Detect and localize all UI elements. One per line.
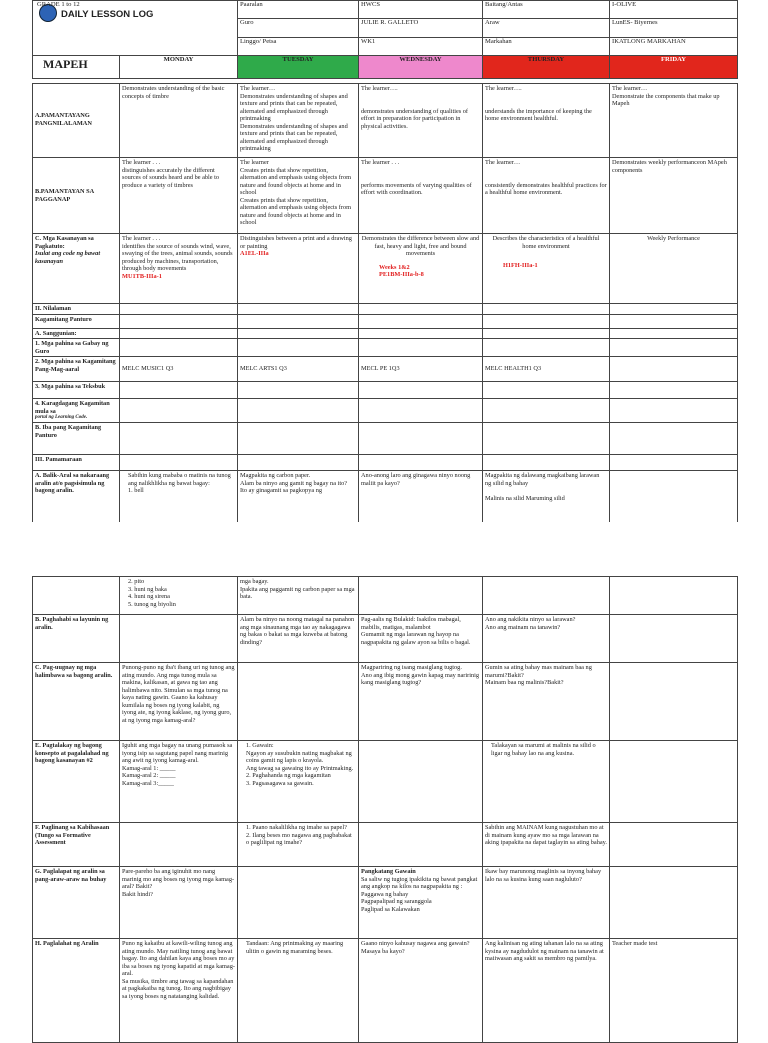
row-label: C. Pag-uugnay ng mga halimbawa sa bagong aralin. <box>33 663 120 741</box>
cell-wednesday: Pangkatang Gawain Sa saliw ng tugtog ipakikita ng bawat pangkat ang angkop na kilos na nagpapakita ng : Paggawa ng bahay Pagpapalipad ng saranggola Paglipad sa Kalawakan <box>359 867 483 939</box>
cell-wednesday: Ano-anong laro ang ginagawa ninyo noong maliit pa kayo? <box>359 471 483 529</box>
field-value: WK1 <box>359 38 483 56</box>
cell-tuesday: Alam ba ninyo na noong matagal na panahon ang mga sinaunang mga tao ay nakagagawa ng bakas o bakat sa mga kuweba at batong dinding? <box>238 615 359 663</box>
table-row <box>33 382 738 399</box>
row-label: Kagamitang Panturo <box>33 314 120 328</box>
field-value: LunES- Biyernes <box>610 18 738 38</box>
field-label: Paaralan <box>238 1 359 19</box>
table-row <box>33 339 738 357</box>
row-label: B.PAMANTAYAN SA PAGGANAP <box>33 158 120 234</box>
table-row <box>33 234 738 304</box>
cell-thursday: The learner… consistently demonstrates healthful practices for a healthful home environment. <box>483 158 610 234</box>
cell-tuesday: mga bagay. Ipakita ang paggamit ng carbon paper sa mga bata. <box>238 577 359 615</box>
table-row <box>33 304 738 315</box>
row-label: G. Paglalapat ng aralin sa pang-araw-araw na buhay <box>33 867 120 939</box>
table-row <box>33 741 738 823</box>
row-label: B. Paghahabi sa layunin ng aralin. <box>33 615 120 663</box>
subject-label: MAPEH <box>43 56 88 71</box>
cell-monday: 2. pito 3. huni ng baka 4. huni ng sirena 5. tunog ng biyolin <box>120 577 238 615</box>
cell-thursday: Ang kalinisan ng ating tahanan lalo na sa ating kysina ay nagdudulot ng mainam na tanawin at maiiwasan ang sakit sa membro ng pamilya. <box>483 939 610 1043</box>
table-row <box>33 423 738 455</box>
competency-code: A1EL-IIIa <box>240 250 269 258</box>
field-label: Linggo/ Petsa <box>238 38 359 56</box>
day-monday: MONDAY <box>120 55 238 78</box>
cell-tuesday: Distinguishes between a print and a drawing or painting A1EL-IIIa <box>238 234 359 304</box>
row-label: B. Iba pang Kagamitang Panturo <box>33 423 120 455</box>
table-row <box>33 471 738 529</box>
day-wednesday: WEDNESDAY <box>359 55 483 78</box>
cell-monday: Iguhit ang mga bagay na unang pumasok sa iyong isip sa sagutang papel nang marinig ang awit ng iyong kamag-aral. Kamag-aral 1: _____ Kamag-aral 2: _____ Kamag-aral 3:_____ <box>120 741 238 823</box>
page-title: DAILY LESSON LOG <box>61 9 154 20</box>
cell-wednesday: MECL PE 1Q3 <box>359 357 483 382</box>
cell-tuesday: Magpakita ng carbon paper. Alam ba ninyo ang gamit ng bagay na ito? Ito ay ginagamit sa pagkopya ng <box>238 471 359 529</box>
cell-friday: Teacher made test <box>610 939 738 1043</box>
cell-thursday: MELC HEALTH1 Q3 <box>483 357 610 382</box>
page-gap <box>0 522 768 576</box>
field-value: HWCS <box>359 1 483 19</box>
row-label: III. Pamamaraan <box>33 455 120 471</box>
row-label: A. Balik-Aral sa nakaraang aralin at/o pagsisimula ng bagong aralin. <box>33 471 120 529</box>
table-row <box>33 939 738 1043</box>
cell-tuesday: MELC ARTS1 Q3 <box>238 357 359 382</box>
row-label: A. Sanggunian: <box>33 328 120 339</box>
table-row <box>33 823 738 867</box>
table-row <box>33 399 738 423</box>
table-row <box>33 357 738 382</box>
row-label: 2. Mga pahina sa Kagamitang Pang-Mag-aaral <box>33 357 120 382</box>
row-label: C. Mga Kasanayan sa Pagkatuto: <box>35 235 94 250</box>
cell-monday: The learner . . . distinguishes accurately the different sources of sounds heard and be able to produce a variety of timbres <box>120 158 238 234</box>
day-friday: FRIDAY <box>610 55 738 78</box>
lesson-table-page1 <box>32 83 738 529</box>
field-label: Guro <box>238 18 359 38</box>
cell-thursday: Ano ang nakikita ninyo sa larawan? Ano ang mainam na tanawin? <box>483 615 610 663</box>
cell-tuesday: Tandaan: Ang printmaking ay maaring ulitin o gawin ng maraming beses. <box>238 939 359 1043</box>
row-label-note: portal ng Learning Code. <box>35 415 88 421</box>
cell-monday: The learner . . . identifies the source of sounds wind, wave, swaying of the trees, animal sounds, sounds produced by machines, transportation, through body movements MU1TB-IIIa-1 <box>120 234 238 304</box>
cell-tuesday: 1. Paano nakalilikha ng imahe sa papel? 2. Ilang beses mo nagawa ang pagbabakat o paglilipat ng imahe? <box>238 823 359 867</box>
competency-code: Weeks 1&2 PE1BM-IIIa-b-8 <box>379 263 424 279</box>
row-label: 4. Karagdagang Kagamitan mula sa <box>35 400 110 415</box>
table-row <box>33 615 738 663</box>
row-label-cell <box>33 234 120 304</box>
cell-tuesday: The learner Creates prints that show repetition, alternation and emphasis using objects from nature and found objects at home and in school Creates prints that show repetition, alternation and emphasis using objects from nature and found objects at home and in school <box>238 158 359 234</box>
cell-monday: MELC MUSIC1 Q3 <box>120 357 238 382</box>
cell-monday: Sabihin kung mababa o matinis na tunog ang nalikhlikha ng bawat bagay: 1. bell <box>120 471 238 529</box>
field-label: Baitang/Antas <box>483 1 610 19</box>
cell-thursday: Gumin sa ating bahay mas mainam baa ng marumi?Bakit? Mainam baa ng malinis?Bakit? <box>483 663 610 741</box>
field-value: JULIE R. GALLETO <box>359 18 483 38</box>
day-thursday: THURSDAY <box>483 55 610 78</box>
row-label: A.PAMANTAYANG PANGNILALAMAN <box>33 84 120 158</box>
subject-cell <box>33 55 120 78</box>
cell-thursday: Sabihin ang MAINAM kung nagustuhan mo at di mainam kung ayaw mo sa mga larawan na aking ipapakita na dapat taglayin sa ating bahay. <box>483 823 610 867</box>
cell-tuesday: 1. Gawain: Ngayon ay susubukin nating magbakat ng coins gamit ng lapis o krayola. Ang tawag sa gawaing ito ay Printmaking. 2. Paghahanda ng mga kagamitan 3. Pagsasagawa sa gawain. <box>238 741 359 823</box>
row-label: 1. Mga pahina sa Gabay ng Guro <box>33 339 120 357</box>
field-value: IKATLONG MARKAHAN <box>610 38 738 56</box>
cell-monday: Pare-pareho ba ang iginuhit mo nang marinig mo ang boses ng iyong mga kamag-aral? Bakit? Bakit hindi? <box>120 867 238 939</box>
cell-friday: The learner… Demonstrate the components that make up Mapeh <box>610 84 738 158</box>
table-row <box>33 328 738 339</box>
cell-friday: Demonstrates weekly performanceon MApeh components <box>610 158 738 234</box>
table-row <box>33 84 738 158</box>
row-label: II. Nilalaman <box>33 304 120 315</box>
row-label: F. Paglinang sa Kabihasaan (Tungo sa Formative Assessment <box>33 823 120 867</box>
cell-thursday: Talakayan sa marumi at malinis na silid o ligar ng bahay lao na ang kusina. <box>483 741 610 823</box>
table-row <box>33 314 738 328</box>
cell-thursday: Magpakita ng dalawang magkaibang larawan ng silid ng bahay Malinis na silid Maruming silid <box>483 471 610 529</box>
cell-wednesday: Demonstrates the difference between slow and fast, heavy and light, free and bound movements Weeks 1&2 PE1BM-IIIa-b-8 <box>359 234 483 304</box>
cell-thursday: Describes the characteristics of a healthful home environment H1FH-IIIa-1 <box>483 234 610 304</box>
day-tuesday: TUESDAY <box>238 55 359 78</box>
table-row <box>33 867 738 939</box>
row-label-note: Isulat ang code ng bawat kasanayan <box>35 250 101 265</box>
row-label: 3. Mga pahina sa Teksbuk <box>33 382 120 399</box>
field-label: Araw <box>483 18 610 38</box>
grade-label: GRADE 1 to 12 <box>37 1 80 8</box>
table-row <box>33 577 738 615</box>
cell-monday: Puno ng kakaibu at kawili-wiling tunog ang ating mundo. May natiling tunog ang bawat bagay. Ito ang dahilan kaya ang boses mo ay iba sa boses ng iyong kapatid at mga kamag-aral. Sa musika, timbre ang tawag sa kapandahan at pagkakaiba ng tunog. Ito ang nagbibigay sa iyong boses ng natatanging kalidad. <box>120 939 238 1043</box>
field-label: Markahan <box>483 38 610 56</box>
cell-friday: Weekly Performance <box>610 234 738 304</box>
row-label-cell <box>33 399 120 423</box>
cell-wednesday: The learner . . . performs movements of varying qualities of effort with coordination. <box>359 158 483 234</box>
lesson-table-page2 <box>32 576 738 1043</box>
table-row <box>33 158 738 234</box>
cell-wednesday: Pag-aalis ng Bulakid: Isakilos mabagal, mabilis, matigas, malambot Gumamit ng mga larawan ng hayop na nagpapakita ng galaw ayon sa bilis o bagal. <box>359 615 483 663</box>
competency-code: H1FH-IIIa-1 <box>503 262 538 270</box>
cell-wednesday: Magpariring ng isang masiglang tugtog. Ano ang ibig mong gawin kapag may naririnig kang masiglang tugtog? <box>359 663 483 741</box>
cell-tuesday: The learner… Demonstrates understanding of shapes and texture and prints that can be repeated, alternated and emphasized through printmaking Demonstrates understanding of shapes and texture and prints that can be repeated, alternated and emphasized through printmaking <box>238 84 359 158</box>
cell-wednesday: The learner…. demonstrates understanding of qualities of effort in preparation for participation in physical activities. <box>359 84 483 158</box>
cell-thursday: The learner…. understands the importance of keeping the home environment healthful. <box>483 84 610 158</box>
row-label: E. Pagtalakay ng bagong konsepto at pagalalahad ng bagong kasanayan #2 <box>33 741 120 823</box>
cell-wednesday: Gaano ninyo kahusay nagawa ang gawain? Masaya ba kayo? <box>359 939 483 1043</box>
group-activity-heading: Pangkatang Gawain <box>361 868 416 875</box>
table-row <box>33 455 738 471</box>
cell-monday: Demonstrates understanding of the basic concepts of timbre <box>120 84 238 158</box>
header-table <box>32 0 738 79</box>
table-row <box>33 663 738 741</box>
header-title-block <box>33 1 238 56</box>
row-label: H. Paglalahat ng Aralin <box>33 939 120 1043</box>
competency-code: MU1TB-IIIa-1 <box>122 272 162 280</box>
field-value: I-OLIVE <box>610 1 738 19</box>
cell-monday: Punong-puno ng iba't ibang uri ng tunog ang ating mundo. Ang mga tunog mula sa makina, kalikasan, at gawa ng tao ang halimbawa nito. Simulan sa mga tunog na kaya nating gawin. Gaano ka kahusay kumilala ng boses ng iyong kalabit, ng iyong ate, ng iyong kaklase, ng iyong guro, at ng iyong mga kamag-aral? <box>120 663 238 741</box>
row-label <box>33 577 120 615</box>
cell-thursday: Ikaw bay marunong maglinis sa inyong bahay lalo na sa kusina kung saan nagluluto? <box>483 867 610 939</box>
